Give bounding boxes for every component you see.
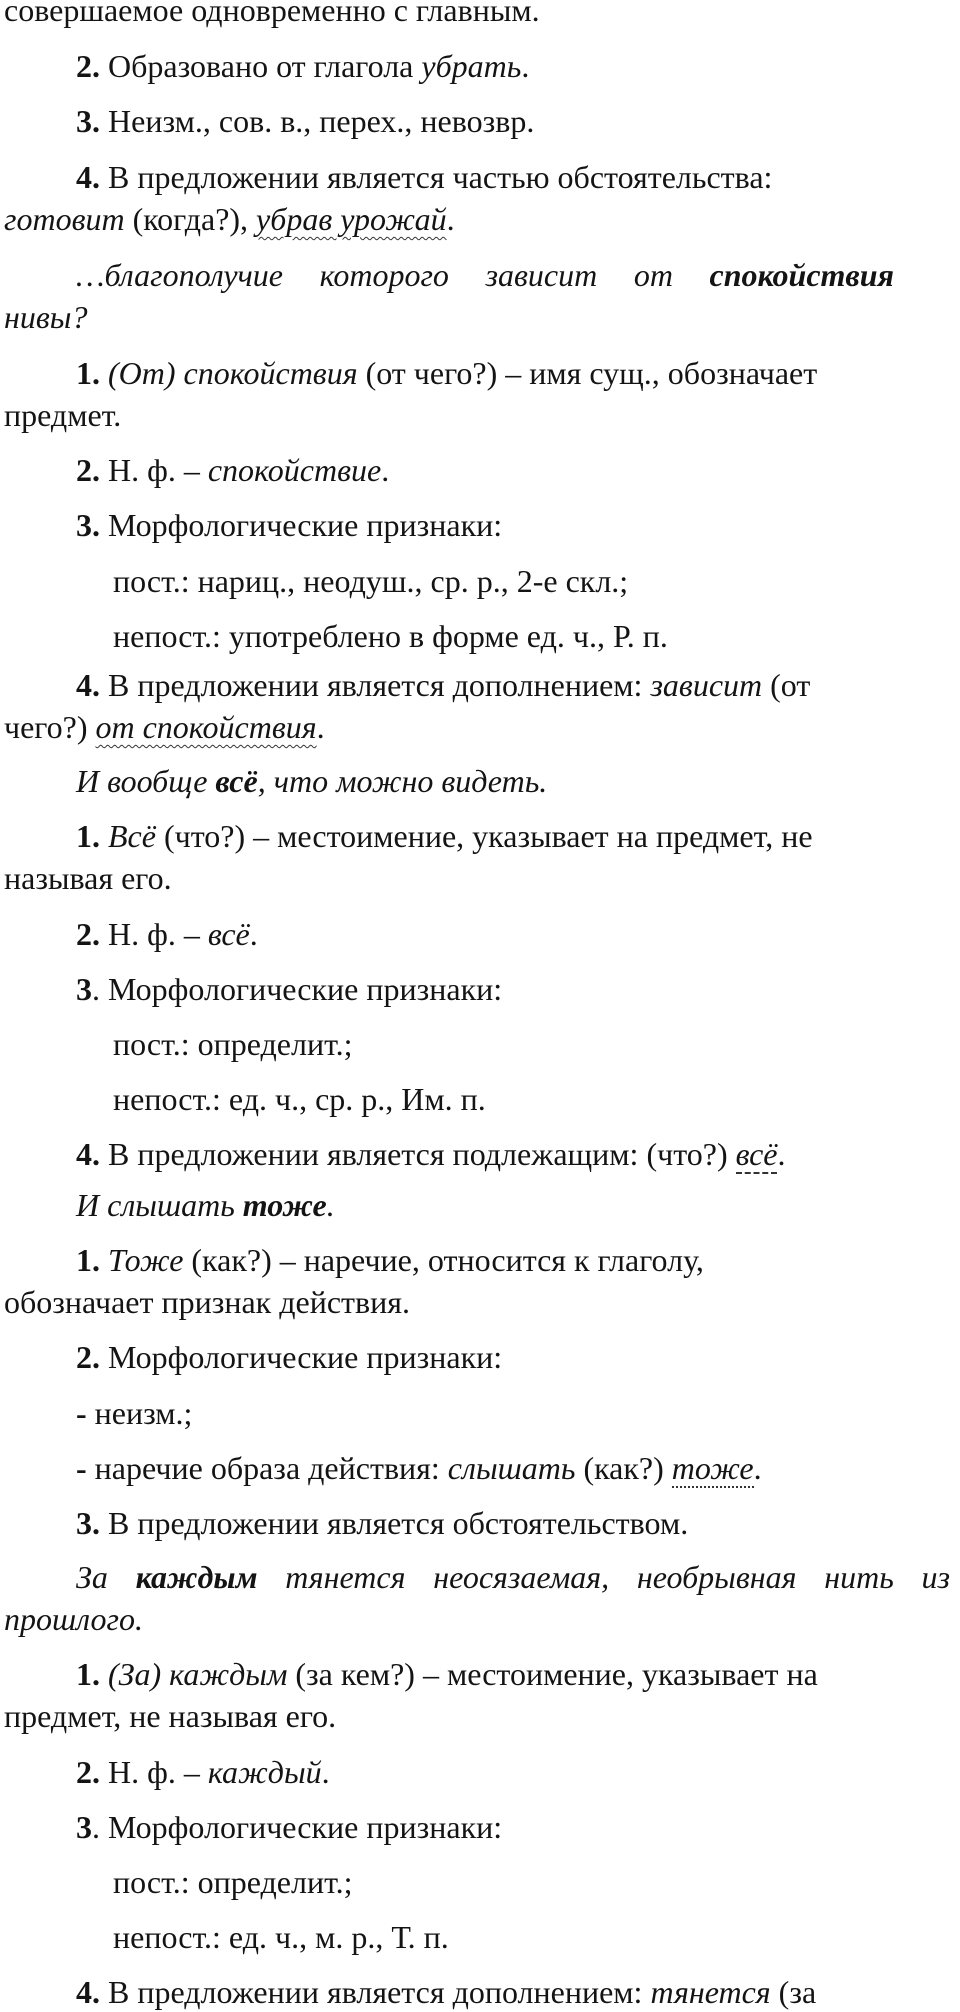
example-sentence: …благополучие которого зависит от спокойствия — [76, 257, 894, 293]
item-number: 3. — [76, 103, 100, 139]
text-line: предмет. — [4, 397, 122, 433]
list-item: 1. Всё (что?) – местоимение, указывает на предмет, не — [76, 818, 813, 854]
item-number: 1. — [76, 1242, 100, 1278]
text-line: пост.: определит.; — [113, 1864, 353, 1900]
example-sentence: нивы? — [4, 299, 88, 335]
list-item: 4. В предложении является дополнением: зависит (от — [76, 667, 811, 703]
item-number: 2. — [76, 452, 100, 488]
item-number: 3 — [76, 971, 92, 1007]
underlined-word: тоже — [671, 1450, 754, 1486]
item-number: 2. — [76, 1339, 100, 1375]
list-item: 3. Морфологические признаки: — [76, 1809, 503, 1845]
item-number: 3. — [76, 1505, 100, 1541]
list-item: 3. В предложении является обстоятельством. — [76, 1505, 689, 1541]
list-item: 2. Н. ф. – спокойствие. — [76, 452, 390, 488]
list-item: 4. В предложении является частью обстоятельства: — [76, 159, 773, 195]
list-item: 3. Неизм., сов. в., перех., невозвр. — [76, 103, 535, 139]
item-number: 1. — [76, 818, 100, 854]
text-line: непост.: употреблено в форме ед. ч., Р. п. — [113, 618, 668, 654]
list-dash: - — [76, 1395, 87, 1431]
example-sentence: За каждым тянется неосязаемая, необрывная нить из — [76, 1559, 950, 1595]
list-item: 4. В предложении является дополнением: тянется (за — [76, 1974, 817, 2010]
text-line: пост.: определит.; — [113, 1026, 353, 1062]
item-number: 4. — [76, 667, 100, 703]
text-line: пост.: нариц., неодуш., ср. р., 2-е скл.; — [113, 563, 629, 599]
text-line: обозначает признак действия. — [4, 1284, 410, 1320]
text-line: чего?) от спокойствия. — [4, 709, 325, 745]
underlined-phrase: убрав урожай — [256, 201, 447, 237]
text-line: непост.: ед. ч., ср. р., Им. п. — [113, 1081, 486, 1117]
list-item: 2. Н. ф. – всё. — [76, 916, 258, 952]
list-item: 1. (От) спокойствия (от чего?) – имя сущ., обозначает — [76, 355, 818, 391]
text-line: называя его. — [4, 860, 172, 896]
text-line: готовит (когда?), убрав урожай. — [4, 201, 455, 237]
item-number: 3. — [76, 507, 100, 543]
list-item: 3. Морфологические признаки: — [76, 971, 503, 1007]
example-sentence: И слышать тоже. — [76, 1187, 335, 1223]
item-number: 2. — [76, 916, 100, 952]
example-sentence: И вообще всё, что можно видеть. — [76, 763, 548, 799]
underlined-word: всё — [735, 1136, 778, 1172]
item-number: 2. — [76, 1754, 100, 1790]
item-number: 1. — [76, 355, 100, 391]
text-line: предмет, не называя его. — [4, 1698, 337, 1734]
example-sentence: прошлого. — [4, 1601, 143, 1637]
text-line: совершаемое одновременно с главным. — [4, 0, 540, 28]
text-line: непост.: ед. ч., м. р., Т. п. — [113, 1919, 449, 1955]
list-item: 3. Морфологические признаки: — [76, 507, 503, 543]
list-dash: - — [76, 1450, 87, 1486]
list-item: - неизм.; — [76, 1395, 193, 1431]
item-number: 1. — [76, 1656, 100, 1692]
list-item: 4. В предложении является подлежащим: (что?) всё. — [76, 1136, 786, 1172]
item-number: 4. — [76, 1974, 100, 2010]
item-number: 3 — [76, 1809, 92, 1845]
list-item: 1. (За) каждым (за кем?) – местоимение, указывает на — [76, 1656, 818, 1692]
item-number: 2. — [76, 48, 100, 84]
list-item: 2. Образовано от глагола убрать. — [76, 48, 530, 84]
list-item: 2. Н. ф. – каждый. — [76, 1754, 330, 1790]
item-number: 4. — [76, 159, 100, 195]
list-item: - наречие образа действия: слышать (как?) тоже. — [76, 1450, 762, 1486]
item-number: 4. — [76, 1136, 100, 1172]
list-item: 1. Тоже (как?) – наречие, относится к глаголу, — [76, 1242, 704, 1278]
list-item: 2. Морфологические признаки: — [76, 1339, 503, 1375]
underlined-phrase: от спокойствия — [95, 709, 317, 745]
